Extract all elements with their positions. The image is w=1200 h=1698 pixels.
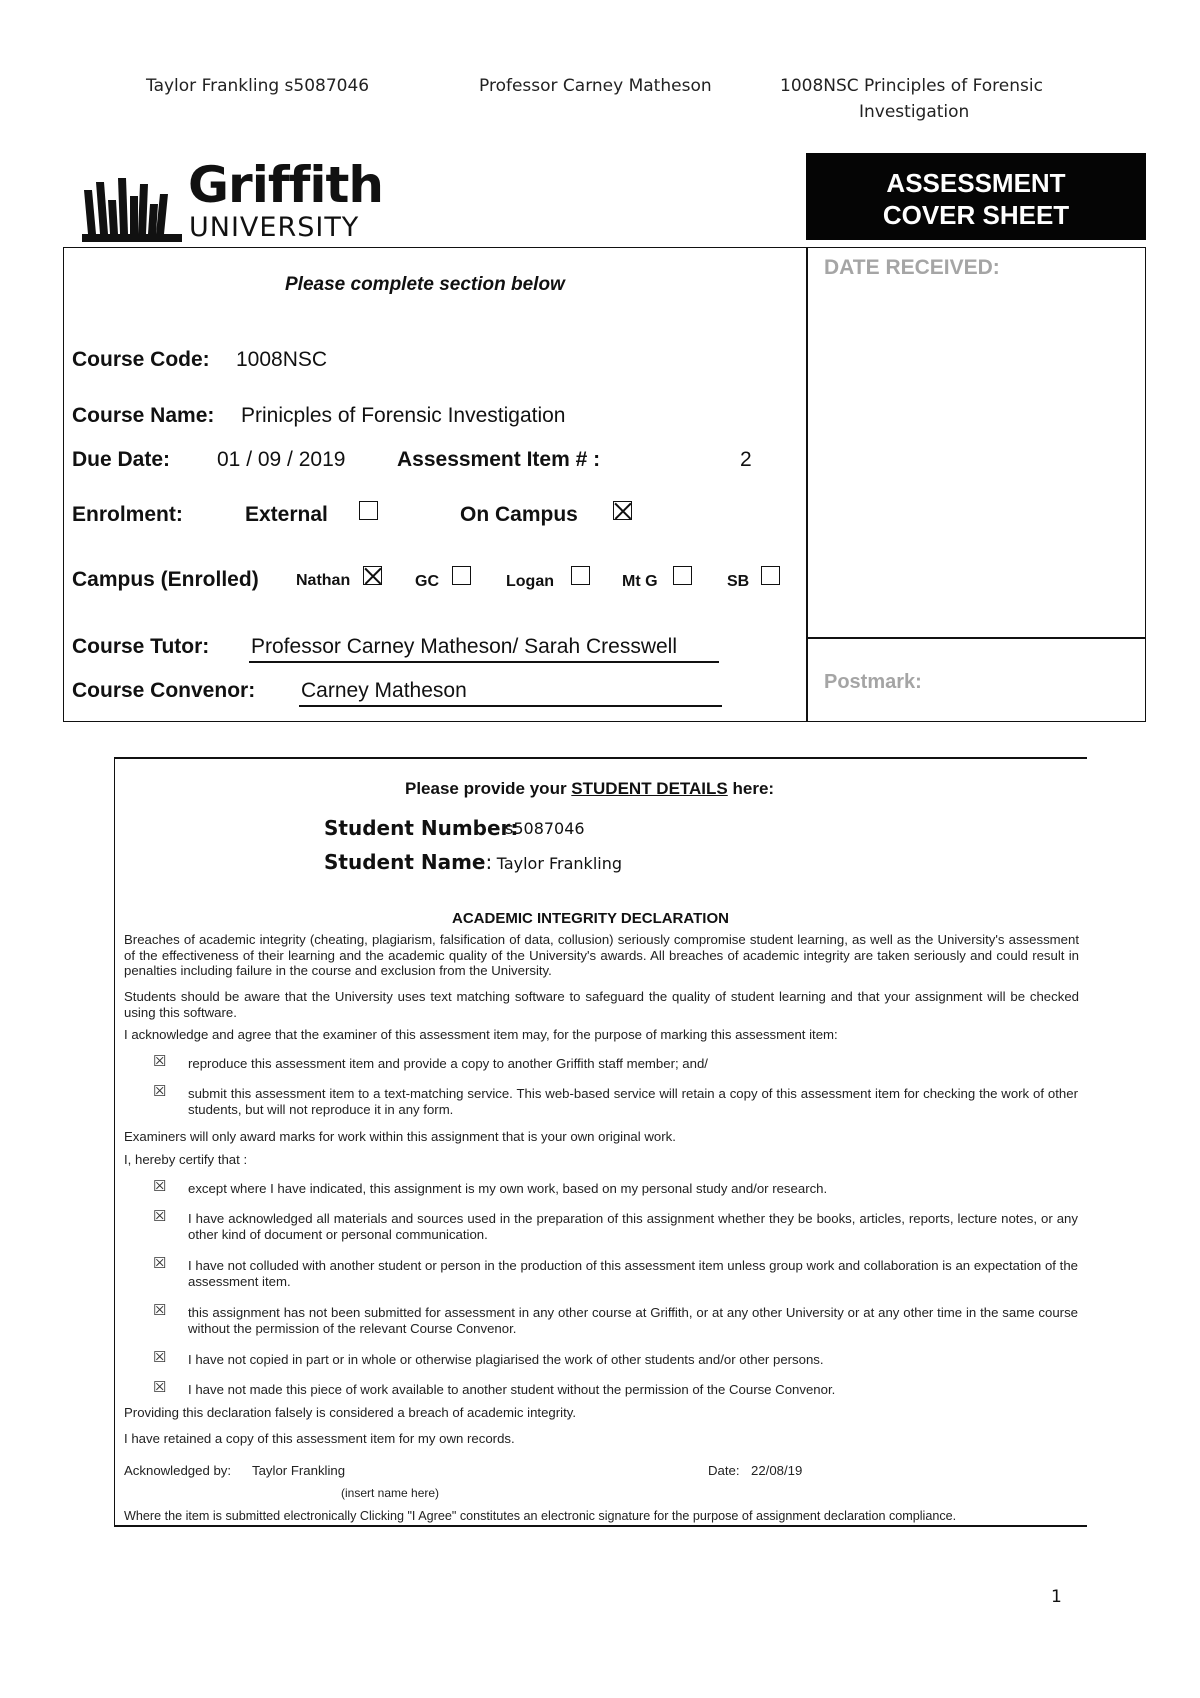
assessment-item-label: Assessment Item # : <box>397 448 601 471</box>
title-line1: ASSESSMENT <box>886 168 1066 198</box>
insert-name-hint: (insert name here) <box>341 1486 440 1500</box>
header-course-line2: Investigation <box>859 102 970 122</box>
certify-1-checkmark-icon: ☒ <box>153 1178 167 1195</box>
acknowledged-by-label: Acknowledged by: <box>124 1463 232 1478</box>
campus-mtg-label: Mt G <box>622 573 658 590</box>
course-code-label: Course Code: <box>72 348 210 371</box>
campus-gc-checkbox[interactable] <box>452 566 471 585</box>
external-checkbox[interactable] <box>359 501 378 520</box>
course-tutor-label: Course Tutor: <box>72 635 210 658</box>
course-code-value: 1008NSC <box>236 348 328 371</box>
student-name-row <box>324 850 622 874</box>
student-prompt-post: here: <box>727 779 775 798</box>
campus-gc-label: GC <box>415 573 439 590</box>
certify-4-checkmark-icon: ☒ <box>153 1302 167 1319</box>
declaration-paragraph-6: Providing this declaration falsely is considered a breach of academic integrity. <box>124 1405 577 1420</box>
header-professor: Professor Carney Matheson <box>479 76 712 96</box>
campus-enrolled-label: Campus (Enrolled) <box>72 568 259 591</box>
on-campus-checkbox[interactable] <box>613 501 632 520</box>
course-tutor-value: Professor Carney Matheson/ Sarah Cresswell <box>251 635 678 658</box>
campus-nathan-label: Nathan <box>296 572 351 589</box>
course-convenor-value: Carney Matheson <box>301 679 467 702</box>
postmark-label: Postmark: <box>824 671 922 693</box>
page-number: 1 <box>1051 1587 1062 1607</box>
course-name-value: Prinicples of Forensic Investigation <box>241 404 566 427</box>
certify-item-4: this assignment has not been submitted for assessment in any other course at Griffith, or at any other University or at any other time in the same course without the permission of the relevant Course Convenor. <box>188 1305 1078 1336</box>
header-student: Taylor Frankling s5087046 <box>146 76 370 96</box>
student-number-label: Student Number: <box>324 816 519 840</box>
declaration-heading: ACADEMIC INTEGRITY DECLARATION <box>452 910 729 927</box>
declaration-footer: Where the item is submitted electronically Clicking "I Agree" constitutes an electronic signature for the purpose of assignment declaration compliance. <box>124 1509 957 1523</box>
declaration-date-value: 22/08/19 <box>751 1463 803 1478</box>
due-date-label: Due Date: <box>72 448 171 471</box>
external-label: External <box>245 503 328 526</box>
campus-sb-checkbox[interactable] <box>761 566 780 585</box>
declaration-paragraph-5: I, hereby certify that : <box>124 1152 248 1167</box>
course-name-label: Course Name: <box>72 404 215 427</box>
certify-item-6: I have not made this piece of work available to another student without the permission of the Course Convenor. <box>188 1382 836 1397</box>
header-course-line1: 1008NSC Principles of Forensic <box>780 76 1043 96</box>
campus-sb-label: SB <box>727 573 750 590</box>
agree-1-checkmark-icon: ☒ <box>153 1053 167 1070</box>
course-convenor-label: Course Convenor: <box>72 679 256 702</box>
declaration-paragraph-2: Students should be aware that the University uses text matching software to safeguard the quality of student learning and that your assignment will be checked using this software. <box>124 989 1079 1020</box>
certify-2-checkmark-icon: ☒ <box>153 1208 167 1225</box>
declaration-border-top <box>114 757 1087 759</box>
course-convenor-underline <box>299 705 722 707</box>
declaration-paragraph-3: I acknowledge and agree that the examiner of this assessment item may, for the purpose of marking this assessment item: <box>124 1027 838 1042</box>
student-name-colon: : <box>485 850 493 874</box>
certify-item-1: except where I have indicated, this assignment is my own work, based on my personal study and/or research. <box>188 1181 828 1196</box>
assessment-cover-sheet-title <box>806 153 1146 240</box>
due-date-value: 01 / 09 / 2019 <box>217 448 346 471</box>
declaration-border-bottom <box>114 1525 1087 1527</box>
campus-nathan-checkbox[interactable] <box>363 566 382 585</box>
agree-2-checkmark-icon: ☒ <box>153 1083 167 1100</box>
divider-vertical <box>806 247 808 722</box>
student-name-value: Taylor Frankling <box>496 854 622 873</box>
student-details-prompt <box>405 779 774 799</box>
declaration-date-label: Date: <box>708 1463 740 1478</box>
logo-subtitle: UNIVERSITY <box>189 212 360 243</box>
campus-logan-checkbox[interactable] <box>571 566 590 585</box>
griffith-logo-icon <box>82 176 182 244</box>
declaration-paragraph-7: I have retained a copy of this assessment item for my own records. <box>124 1431 515 1446</box>
declaration-border-left <box>114 757 115 1526</box>
student-number-value: s5087046 <box>505 819 585 838</box>
declaration-paragraph-4: Examiners will only award marks for work within this assignment that is your own original work. <box>124 1129 676 1144</box>
date-received-label: DATE RECEIVED: <box>824 256 1000 279</box>
certify-5-checkmark-icon: ☒ <box>153 1349 167 1366</box>
acknowledged-by-name: Taylor Frankling <box>252 1463 346 1478</box>
certify-item-5: I have not copied in part or in whole or otherwise plagiarised the work of other students and/or other persons. <box>188 1352 824 1367</box>
logo-wordmark: Griffith <box>188 156 383 214</box>
agree-item-2: submit this assessment item to a text-matching service. This web-based service will retain a copy of this assessment item for checking the work of other students, but will not reproduce it in any form. <box>188 1086 1078 1117</box>
certify-6-checkmark-icon: ☒ <box>153 1379 167 1396</box>
title-line2: COVER SHEET <box>882 200 1070 230</box>
certify-3-checkmark-icon: ☒ <box>153 1255 167 1272</box>
form-instruction: Please complete section below <box>285 274 565 295</box>
divider-postmark <box>806 637 1146 639</box>
student-prompt-pre: Please provide your <box>405 779 572 798</box>
agree-item-1: reproduce this assessment item and provide a copy to another Griffith staff member; and/ <box>188 1056 708 1071</box>
declaration-paragraph-1: Breaches of academic integrity (cheating, plagiarism, falsification of data, collusion) seriously compromise student learning, as well as the University's assessment of the effectiveness of their learning and the academic quality of the University's awards. All breaches of academic integrity are taken seriously and could result in penalties including failure in the course and exclusion from the University. <box>124 932 1079 978</box>
course-tutor-underline <box>249 661 719 663</box>
on-campus-label: On Campus <box>460 503 578 526</box>
campus-logan-label: Logan <box>506 573 554 590</box>
enrolment-label: Enrolment: <box>72 503 183 526</box>
student-prompt-em: STUDENT DETAILS <box>571 779 728 798</box>
certify-item-2: I have acknowledged all materials and sources used in the preparation of this assignment whether they be books, articles, reports, lecture notes, or any other kind of document or personal communication. <box>188 1211 1078 1242</box>
certify-item-3: I have not colluded with another student or person in the production of this assessment item unless group work and collaboration is an expectation of the assessment item. <box>188 1258 1078 1289</box>
assessment-item-value: 2 <box>740 448 752 471</box>
campus-mtg-checkbox[interactable] <box>673 566 692 585</box>
student-name-label: Student Name <box>324 850 486 874</box>
